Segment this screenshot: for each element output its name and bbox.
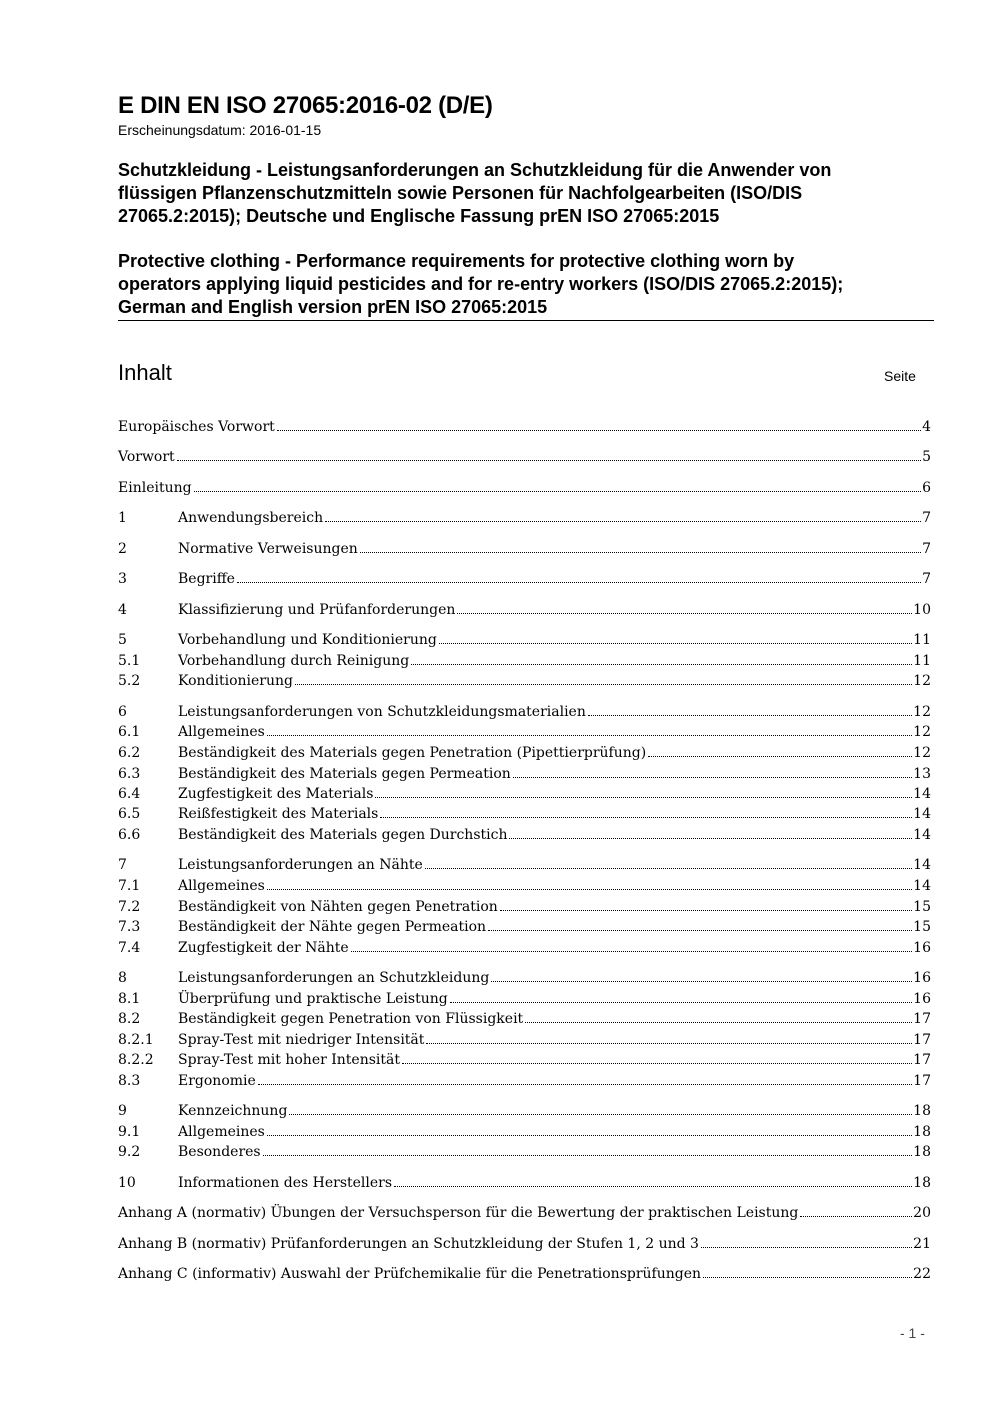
toc-entry-number: 8.2.1: [118, 1032, 154, 1048]
toc-entry-title: Kennzeichnung: [178, 1103, 288, 1119]
toc-entry-number: 7.3: [118, 919, 141, 935]
toc-entry-title: Vorbehandlung und Konditionierung: [178, 632, 437, 648]
toc-entry-title: Zugfestigkeit des Materials: [178, 786, 374, 802]
toc-entry-page: 11: [913, 653, 931, 669]
toc-entry-page: 14: [913, 827, 931, 843]
title-german: [118, 159, 933, 228]
toc-entry-number: 5.1: [118, 653, 141, 669]
toc-entry-title: Anhang A (normativ) Übungen der Versuchsperson für die Bewertung der praktischen Leistung: [118, 1205, 799, 1221]
toc-entry-title: Leistungsanforderungen an Schutzkleidung: [178, 970, 490, 986]
toc-dot-leader: [500, 910, 912, 911]
toc-entry-title: Reißfestigkeit des Materials: [178, 806, 379, 822]
toc-entry[interactable]: [118, 673, 931, 693]
title-english-line: operators applying liquid pesticides and for re-entry workers (ISO/DIS 27065.2:2015);: [118, 274, 844, 294]
toc-entry-title: Beständigkeit des Materials gegen Permeation: [178, 766, 511, 782]
toc-entry[interactable]: [118, 1073, 931, 1093]
toc-entry-title: Beständigkeit von Nähten gegen Penetration: [178, 899, 498, 915]
toc-entry-title: Beständigkeit des Materials gegen Penetration (Pipettierprüfung): [178, 745, 647, 761]
toc-entry-title: Allgemeines: [178, 878, 265, 894]
toc-entry-number: 3: [118, 571, 127, 587]
toc-dot-leader: [295, 684, 912, 685]
toc-entry-title: Zugfestigkeit der Nähte: [178, 940, 349, 956]
toc-dot-leader: [509, 838, 912, 839]
toc-entry[interactable]: [118, 899, 931, 919]
toc-entry-title: Informationen des Herstellers: [178, 1175, 393, 1191]
toc-entry-number: 8.3: [118, 1073, 141, 1089]
toc-entry-page: 18: [913, 1103, 931, 1119]
toc-entry[interactable]: [118, 632, 931, 652]
toc-heading: Inhalt: [118, 360, 172, 385]
toc-entry[interactable]: [118, 541, 931, 561]
toc-entry-page: 15: [913, 919, 931, 935]
toc-entry[interactable]: [118, 745, 931, 765]
toc-entry-page: 17: [913, 1011, 931, 1027]
toc-entry[interactable]: [118, 1052, 931, 1072]
toc-entry-title: Beständigkeit gegen Penetration von Flüssigkeit: [178, 1011, 524, 1027]
toc-entry-number: 8.1: [118, 991, 141, 1007]
toc-entry-number: 6.5: [118, 806, 141, 822]
toc-entry[interactable]: [118, 1266, 931, 1286]
toc-entry-number: 6.2: [118, 745, 141, 761]
toc-entry-page: 6: [922, 480, 931, 496]
toc-entry-number: 8.2.2: [118, 1052, 154, 1068]
toc-entry-page: 15: [913, 899, 931, 915]
title-divider: [118, 320, 934, 321]
toc-entry[interactable]: [118, 602, 931, 622]
toc-entry[interactable]: [118, 827, 931, 847]
toc-entry-page: 10: [913, 602, 931, 618]
toc-dot-leader: [457, 613, 912, 614]
toc-entry-page: 14: [913, 878, 931, 894]
toc-entry-page: 7: [922, 571, 931, 587]
toc-entry-title: Beständigkeit der Nähte gegen Permeation: [178, 919, 487, 935]
toc-entry-title: Ergonomie: [178, 1073, 256, 1089]
toc-entry[interactable]: [118, 806, 931, 826]
toc-dot-leader: [439, 643, 912, 644]
toc-entry[interactable]: [118, 1205, 931, 1225]
toc-entry-number: 9.2: [118, 1144, 141, 1160]
toc-entry-number: 7.1: [118, 878, 141, 894]
toc-dot-leader: [525, 1022, 912, 1023]
toc-dot-leader: [360, 552, 921, 553]
toc-entry-page: 13: [913, 766, 931, 782]
toc-dot-leader: [426, 1043, 912, 1044]
toc-entry-number: 9.1: [118, 1124, 141, 1140]
toc-entry[interactable]: [118, 1011, 931, 1031]
toc-entry-page: 17: [913, 1052, 931, 1068]
toc-entry-number: 7.4: [118, 940, 141, 956]
toc-dot-leader: [267, 889, 912, 890]
toc-entry-title: Normative Verweisungen: [178, 541, 358, 557]
title-english-line: German and English version prEN ISO 27065:2015: [118, 297, 548, 317]
toc-entry-page: 14: [913, 857, 931, 873]
toc-entry-title: Klassifizierung und Prüfanforderungen: [178, 602, 456, 618]
toc-entry[interactable]: [118, 857, 931, 877]
toc-entry-title: Anwendungsbereich: [178, 510, 324, 526]
toc-dot-leader: [450, 1002, 912, 1003]
toc-entry-page: 11: [913, 632, 931, 648]
toc-entry[interactable]: [118, 653, 931, 673]
toc-dot-leader: [488, 930, 912, 931]
toc-dot-leader: [394, 1186, 912, 1187]
toc-entry-title: Einleitung: [118, 480, 192, 496]
toc-entry-title: Leistungsanforderungen von Schutzkleidungsmaterialien: [178, 704, 586, 720]
toc-entry-title: Spray-Test mit niedriger Intensität: [178, 1032, 425, 1048]
toc-entry-title: Leistungsanforderungen an Nähte: [178, 857, 423, 873]
toc-entry-page: 18: [913, 1175, 931, 1191]
toc-entry-number: 5.2: [118, 673, 141, 689]
title-english: [118, 250, 933, 319]
toc-entry[interactable]: [118, 878, 931, 898]
toc-entry[interactable]: [118, 786, 931, 806]
toc-entry-title: Vorwort: [118, 449, 175, 465]
toc-dot-leader: [277, 430, 921, 431]
toc-entry-number: 7: [118, 857, 127, 873]
toc-entry[interactable]: [118, 449, 931, 469]
toc-entry-title: Beständigkeit des Materials gegen Durchstich: [178, 827, 508, 843]
toc-entry[interactable]: [118, 940, 931, 960]
toc-entry-title: Europäisches Vorwort: [118, 419, 275, 435]
title-german-line: flüssigen Pflanzenschutzmitteln sowie Personen für Nachfolgearbeiten (ISO/DIS: [118, 183, 803, 203]
toc-entry-page: 12: [913, 745, 931, 761]
toc-entry[interactable]: [118, 724, 931, 744]
toc-entry[interactable]: [118, 1124, 931, 1144]
toc-dot-leader: [380, 817, 912, 818]
toc-dot-leader: [325, 521, 921, 522]
toc-entry-number: 1: [118, 510, 127, 526]
toc-dot-leader: [402, 1063, 912, 1064]
toc-entry[interactable]: [118, 991, 931, 1011]
toc-entry-number: 2: [118, 541, 127, 557]
toc-dot-leader: [513, 777, 912, 778]
toc-entry-number: 6.3: [118, 766, 141, 782]
toc-entry-page: 16: [913, 970, 931, 986]
toc-entry-page: 22: [913, 1266, 931, 1282]
toc-entry-page: 16: [913, 940, 931, 956]
toc-dot-leader: [267, 1135, 912, 1136]
toc-entry-title: Besonderes: [178, 1144, 261, 1160]
toc-entry-number: 5: [118, 632, 127, 648]
toc-dot-leader: [194, 491, 922, 492]
toc-entry-title: Konditionierung: [178, 673, 293, 689]
toc-entry-page: 21: [913, 1236, 931, 1252]
title-english-line: Protective clothing - Performance requirements for protective clothing worn by: [118, 251, 795, 271]
toc-entry-title: Überprüfung und praktische Leistung: [178, 991, 448, 1007]
toc-entry-page: 7: [922, 541, 931, 557]
toc-entry-number: 9: [118, 1103, 127, 1119]
toc-entry[interactable]: [118, 1032, 931, 1052]
toc-entry-number: 8.2: [118, 1011, 141, 1027]
toc-dot-leader: [491, 981, 912, 982]
toc-entry-page: 18: [913, 1144, 931, 1160]
toc-dot-leader: [425, 868, 912, 869]
toc-entry-page: 14: [913, 786, 931, 802]
toc-entry-title: Begriffe: [178, 571, 235, 587]
toc-entry-title: Allgemeines: [178, 724, 265, 740]
toc-dot-leader: [267, 735, 912, 736]
toc-dot-leader: [263, 1155, 913, 1156]
toc-dot-leader: [258, 1084, 912, 1085]
publication-date: Erscheinungsdatum: 2016-01-15: [118, 122, 322, 138]
toc-entry-page: 14: [913, 806, 931, 822]
toc-entry-title: Anhang B (normativ) Prüfanforderungen an Schutzkleidung der Stufen 1, 2 und 3: [118, 1236, 699, 1252]
toc-entry[interactable]: [118, 419, 931, 439]
toc-entry-title: Anhang C (informativ) Auswahl der Prüfchemikalie für die Penetrationsprüfungen: [118, 1266, 702, 1282]
toc-entry-page: 4: [922, 419, 931, 435]
toc-dot-leader: [701, 1247, 912, 1248]
toc-entry[interactable]: [118, 919, 931, 939]
toc-entry-number: 6.1: [118, 724, 141, 740]
title-german-line: 27065.2:2015); Deutsche und Englische Fassung prEN ISO 27065:2015: [118, 206, 720, 226]
toc-dot-leader: [588, 715, 912, 716]
toc-dot-leader: [237, 582, 921, 583]
toc-entry[interactable]: [118, 704, 931, 724]
toc-entry-number: 8: [118, 970, 127, 986]
page-number: - 1 -: [900, 1325, 925, 1341]
toc-entry-page: 17: [913, 1032, 931, 1048]
toc-entry[interactable]: [118, 766, 931, 786]
toc-entry[interactable]: [118, 1175, 931, 1195]
title-german-line: Schutzkleidung - Leistungsanforderungen an Schutzkleidung für die Anwender von: [118, 160, 832, 180]
toc-entry[interactable]: [118, 1103, 931, 1123]
toc-dot-leader: [411, 664, 912, 665]
page-column-label: Seite: [884, 368, 916, 384]
toc-dot-leader: [177, 460, 921, 461]
toc-entry-page: 18: [913, 1124, 931, 1140]
toc-entry-title: Vorbehandlung durch Reinigung: [178, 653, 410, 669]
toc-entry[interactable]: [118, 571, 931, 591]
toc-entry-number: 6: [118, 704, 127, 720]
toc-entry[interactable]: [118, 1144, 931, 1164]
toc-entry-page: 16: [913, 991, 931, 1007]
toc-entry[interactable]: [118, 480, 931, 500]
toc-entry-page: 12: [913, 673, 931, 689]
toc-dot-leader: [648, 756, 912, 757]
document-id: E DIN EN ISO 27065:2016-02 (D/E): [118, 92, 493, 119]
toc-entry-number: 6.6: [118, 827, 141, 843]
toc-entry-page: 12: [913, 724, 931, 740]
toc-dot-leader: [351, 951, 913, 952]
toc-entry[interactable]: [118, 510, 931, 530]
toc-dot-leader: [375, 797, 912, 798]
toc-entry-page: 20: [913, 1205, 931, 1221]
toc-dot-leader: [800, 1216, 912, 1217]
toc-entry-number: 7.2: [118, 899, 141, 915]
toc-entry-title: Allgemeines: [178, 1124, 265, 1140]
toc-entry-number: 4: [118, 602, 127, 618]
toc-entry-number: 10: [118, 1175, 136, 1191]
toc-entry-title: Spray-Test mit hoher Intensität: [178, 1052, 400, 1068]
toc-dot-leader: [703, 1277, 912, 1278]
toc-entry[interactable]: [118, 1236, 931, 1256]
toc-entry-number: 6.4: [118, 786, 141, 802]
toc-entry-page: 7: [922, 510, 931, 526]
toc-dot-leader: [289, 1114, 912, 1115]
toc-entry-page: 12: [913, 704, 931, 720]
toc-entry[interactable]: [118, 970, 931, 990]
toc-entry-page: 5: [922, 449, 931, 465]
toc-entry-page: 17: [913, 1073, 931, 1089]
